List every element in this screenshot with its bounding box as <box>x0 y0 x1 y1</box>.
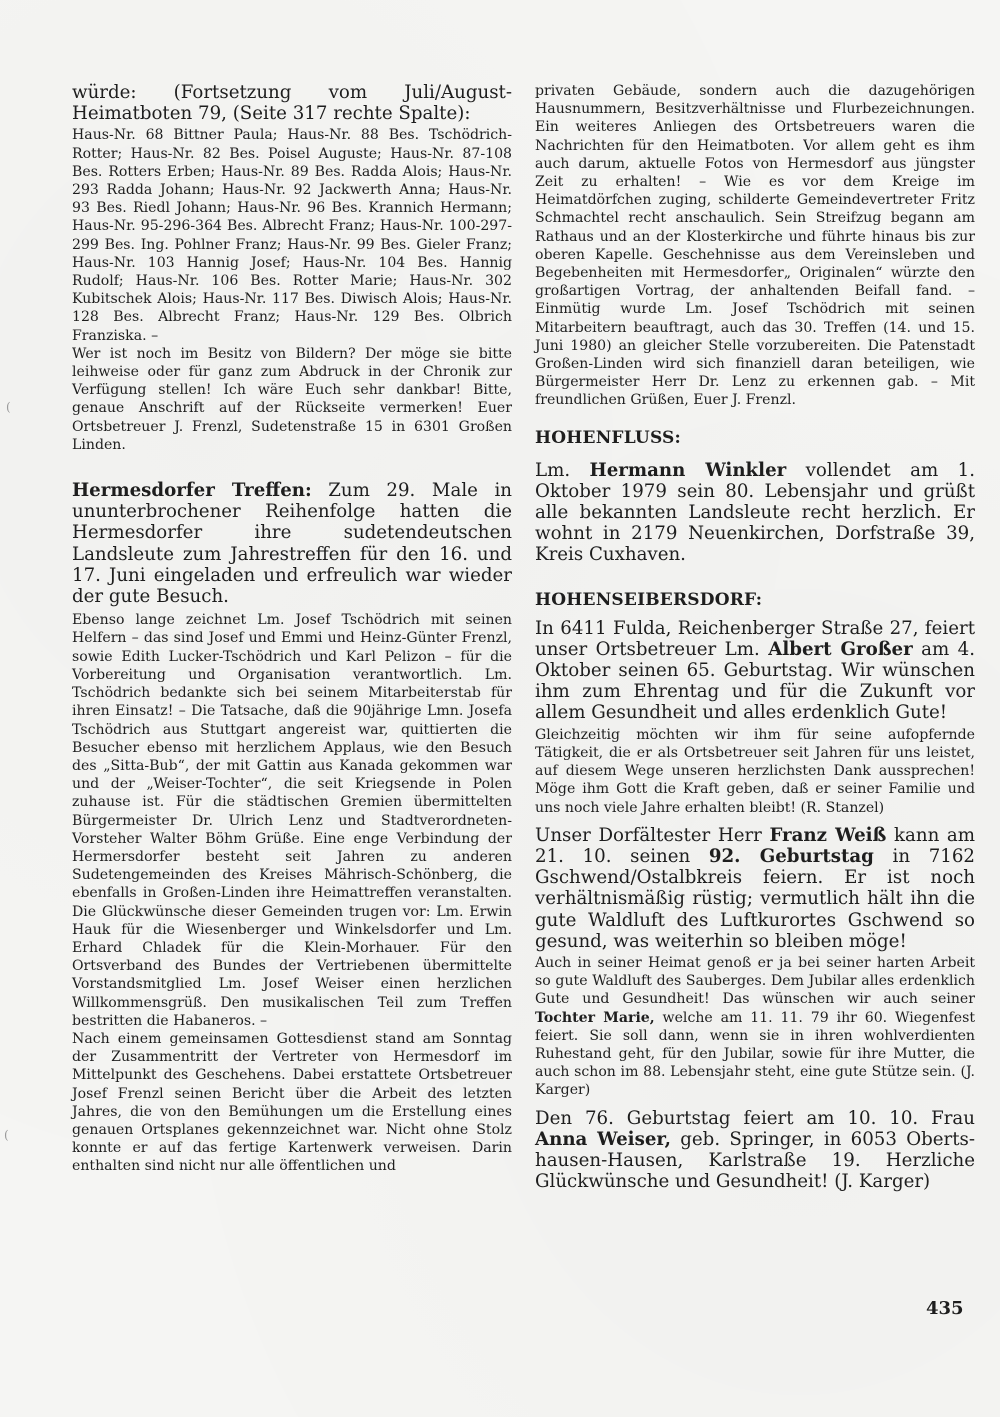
house-number-list: Haus-Nr. 68 Bittner Paula; Haus-Nr. 88 Bes. Tschödrich-Rotter; Haus-Nr. 82 Bes. Poisel Auguste; Haus-Nr. 87-108 Bes. Rotters Erben; Haus-Nr. 89 Bes. Radda Alois; Haus-Nr. 293 Radda Johann; Haus-Nr. 92 Jackwerth Anna; Haus-Nr. 93 Bes. Riedl Johann; Haus-Nr. 96 Bes. Krannich Hermann; Haus-Nr. 95-296-364 Bes. Albrecht Franz; Haus-Nr. 100-297-299 Bes. Ing. Pohlner Franz; Haus-Nr. 99 Bes. Gieler Franz; Haus-Nr. 103 Hannig Josef; Haus-Nr. 104 Bes. Hannig Rudolf; Haus-Nr. 106 Bes. Rotter Marie; Haus-Nr. 302 Kubitschek Alois; Haus-Nr. 117 Bes. Diwisch Alois; Haus-Nr. 128 Bes. Albrecht Franz; Haus-Nr. 129 Bes. Olbrich Franziska. – <box>72 127 512 344</box>
photo-appeal-paragraph: Wer ist noch im Besitz von Bildern? Der möge sie bitte leihweise oder für ganz zum Abdruck in der Chronik zur Verfügung stellen! Ich wäre Euch sehr dankbar! Bitte, genaue Anschrift auf der Rückseite vermerken! Euer Ortsbetreuer J. Frenzl, Sudetenstraße 15 in 6301 Großen Linden. <box>72 345 512 453</box>
weiss-birthday: 92. Geburtstag <box>708 845 874 867</box>
left-column <box>72 82 512 1176</box>
treffen-continuation-paragraph: privaten Gebäude, sondern auch die dazugehörigen Hausnummern, Besitzverhältnisse und Flurbezeichnungen. Ein weiteres Anliegen des Ortsbetreuers waren die Nachrichten für den Heimatboten. Vor allem geht es ihm auch darum, aktuelle Fotos von Hermesdorf aus jüngster Zeit zu erhalten! – Wie es vor dem Kreige im Heimatdörfchen zuging, schilderte Gemeindevertreter Fritz Schmachtel recht anschaulich. Sein Streifzug begann am Rathaus und an der Klosterkirche und führte hinaus bis zur oberen Kapelle. Geschehnisse aus dem Vereinsleben und Begebenheiten mit Hermesdorfer„ Originalen“ würzte den großartigen Vortrag, der anhaltenden Beifall fand. – Einmütig wurde Lm. Josef Tschödrich mit seinen Mitarbeitern beauftragt, auch das 30. Treffen (14. und 15. Juni 1980) an gleicher Stelle vorzubereiten. Die Patenstadt Großen-Linden wird sich finanziell daran beteiligen, wie Bürgermeister Herr Dr. Lenz zu erkennen gab. – Mit freundlichen Grüßen, Euer J. Frenzl. <box>535 83 975 409</box>
margin-scan-mark: ( <box>4 1128 9 1142</box>
weiss-pre: Unser Dorfältester Herr <box>535 824 770 846</box>
grosser-thanks-paragraph: Gleichzeitig möchten wir ihm für seine aufopfernde Tätigkeit, die er als Ortsbetreuer seit Jahren für uns leistet, auf diesem Wege unseren herzlichsten Dank aussprechen! Möge ihm Gott die Kraft geben, daß er seiner Familie und uns noch viele Jahre erhalten bleibt! (R. Stanzel) <box>535 726 975 816</box>
weiss-paragraph <box>535 825 975 952</box>
treffen-lead-paragraph <box>72 480 512 607</box>
right-column <box>535 82 975 1192</box>
daughter-name-marie: Tochter Marie, <box>535 1009 655 1026</box>
weiser-pre: Den 76. Geburtstag feiert am 10. 10. Frau <box>535 1107 975 1129</box>
weiss-body-pre: Auch in seiner Heimat genoß er ja bei seiner harten Arbeit so gute Waldluft des Sauberges. Dem Jubilar alles erdenklich Gute und Gesundheit! Das wünschen wir auch seiner <box>535 954 975 1008</box>
winkler-paragraph <box>535 460 975 566</box>
section-heading-hohenseibersdorf: HOHENSEIBERSDORF: <box>535 589 763 610</box>
person-name-grosser: Albert Großer <box>768 638 913 660</box>
person-name-weiser: Anna Weiser, <box>535 1128 671 1150</box>
section-heading-hohenfluss: HOHENFLUSS: <box>535 427 682 448</box>
grosser-post: am 4. Oktober seinen 65. Geburtstag. Wir wünschen ihm zum Ehrentag und für die Zukunft vor allem Gesundheit und alles erdenklich Gute! <box>535 638 975 724</box>
treffen-body-paragraph: Ebenso lange zeichnet Lm. Josef Tschödrich mit seinen Helfern – das sind Josef und Emmi und Heinz-Günter Frenzl, sowie Edith Lucker-Tschödrich und Karl Pelizon – für die Vorbereitung und Organisation verantwortlich. Lm. Tschödrich bedankte sich bei seinem Mitarbeiterstab für ihren Einsatz! – Die Tatsache, daß die 90jährige Lmn. Josefa Tschödrich aus Stuttgart angereist war, quittierten die Besucher ebenso mit herzlichem Applaus, wie den Besuch des „Sitta-Bub“, der mit Gattin aus Kanada gekommen war und der „Weiser-Tochter“, die seit Kriegsende in Polen zuhause ist. Für die städtischen Gremien übermittelten Bürgermeister Dr. Ulrich Lenz und Stadtverordneten-Vorsteher Walter Böhm Grüße. Eine enge Verbindung der Hermersdorfer besteht seit Jahren zu anderen Sudetengemeinden des Kreises Mährisch-Schönberg, die ebenfalls in Großen-Linden ihre Heimattreffen veranstalten. Die Glückwünsche dieser Gemeinden trugen vor: Lm. Erwin Hauk für die Wiesenberger und Winkelsdorfer und Lm. Erhard Chladek für die Klein-Morhauer. Für den Ortsverband des Bundes der Vertriebenen übermittelte Vorstandsmitglied Lm. Josef Weiser einen herzlichen Willkommensgrüß. Den musikalischen Teil zum Treffen bestritten die Habaneros. – <box>72 612 512 1029</box>
weiser-paragraph <box>535 1108 975 1193</box>
continuation-intro: würde: (Fortsetzung vom Juli/August-Heimatboten 79, (Seite 317 rechte Spalte): <box>72 82 512 125</box>
weiss-body-paragraph <box>535 954 975 1100</box>
weiss-mid: kann am 21. 10. seinen <box>535 824 975 867</box>
grosser-pre: In 6411 Fulda, Reichenberger Straße 27, feiert unser Ortsbetreuer Lm. <box>535 617 975 660</box>
page-number: 435 <box>926 1298 964 1319</box>
person-name-winkler: Hermann Winkler <box>589 459 787 481</box>
weiser-post: geb. Springer, in 6053 Oberts-hausen-Hausen, Karlstraße 19. Herzliche Glückwünsche und Gesundheit! (J. Karger) <box>535 1128 976 1193</box>
grosser-paragraph <box>535 618 975 724</box>
person-name-weiss: Franz Weiß <box>769 824 887 846</box>
margin-scan-mark: ( <box>6 400 11 414</box>
winkler-post: vollendet am 1. Oktober 1979 sein 80. Lebensjahr und grüßt alle bekannten Landsleute recht herzlich. Er wohnt in 2179 Neuenkirchen, Dorfstraße 39, Kreis Cuxhaven. <box>535 459 975 566</box>
treffen-sunday-paragraph: Nach einem gemeinsamen Gottesdienst stand am Sonntag der Zusammentritt der Vertreter von Hermesdorf im Mittelpunkt des Geschehens. Dabei erstattete Ortsbetreuer Josef Frenzl seinen Bericht über die Arbeit des letzten Jahres, die von den Bemühungen um die Erstellung eines genauen Ortsplanes gekennzeichnet war. Nicht ohne Stolz konnte er auf das fertige Kartenwerk verweisen. Darin enthalten sind nicht nur alle öffentlichen und <box>72 1030 512 1175</box>
winkler-pre: Lm. <box>535 459 590 481</box>
treffen-lead-text: Zum 29. Male in ununterbrochener Reihenfolge hatten die Hermesdorfer ihre sudetendeutschen Landsleute zum Jahrestreffen für den 16. und 17. Juni eingeladen und erfreulich war wieder der gute Besuch. <box>72 480 512 608</box>
treffen-title: Hermesdorfer Treffen: <box>72 480 312 502</box>
weiss-post: in 7162 Gschwend/Ostalbkreis feiern. Er ist noch verhältnismäßig rüstig; vermutlich hält ihn die gute Waldluft des Luftkurortes Gschwend so gesund, was weiterhin so bleiben möge! <box>535 845 975 952</box>
weiss-body-post: welche am 11. 11. 79 ihr 60. Wiegenfest feiert. Sie soll dann, wenn sie in ihren wohlverdienten Ruhestand geht, für den Jubilar, sowie für ihre Mutter, die auch schon im 88. Lebensjahr steht, eine gute Stütze sein. (J. Karger) <box>535 1009 975 1099</box>
